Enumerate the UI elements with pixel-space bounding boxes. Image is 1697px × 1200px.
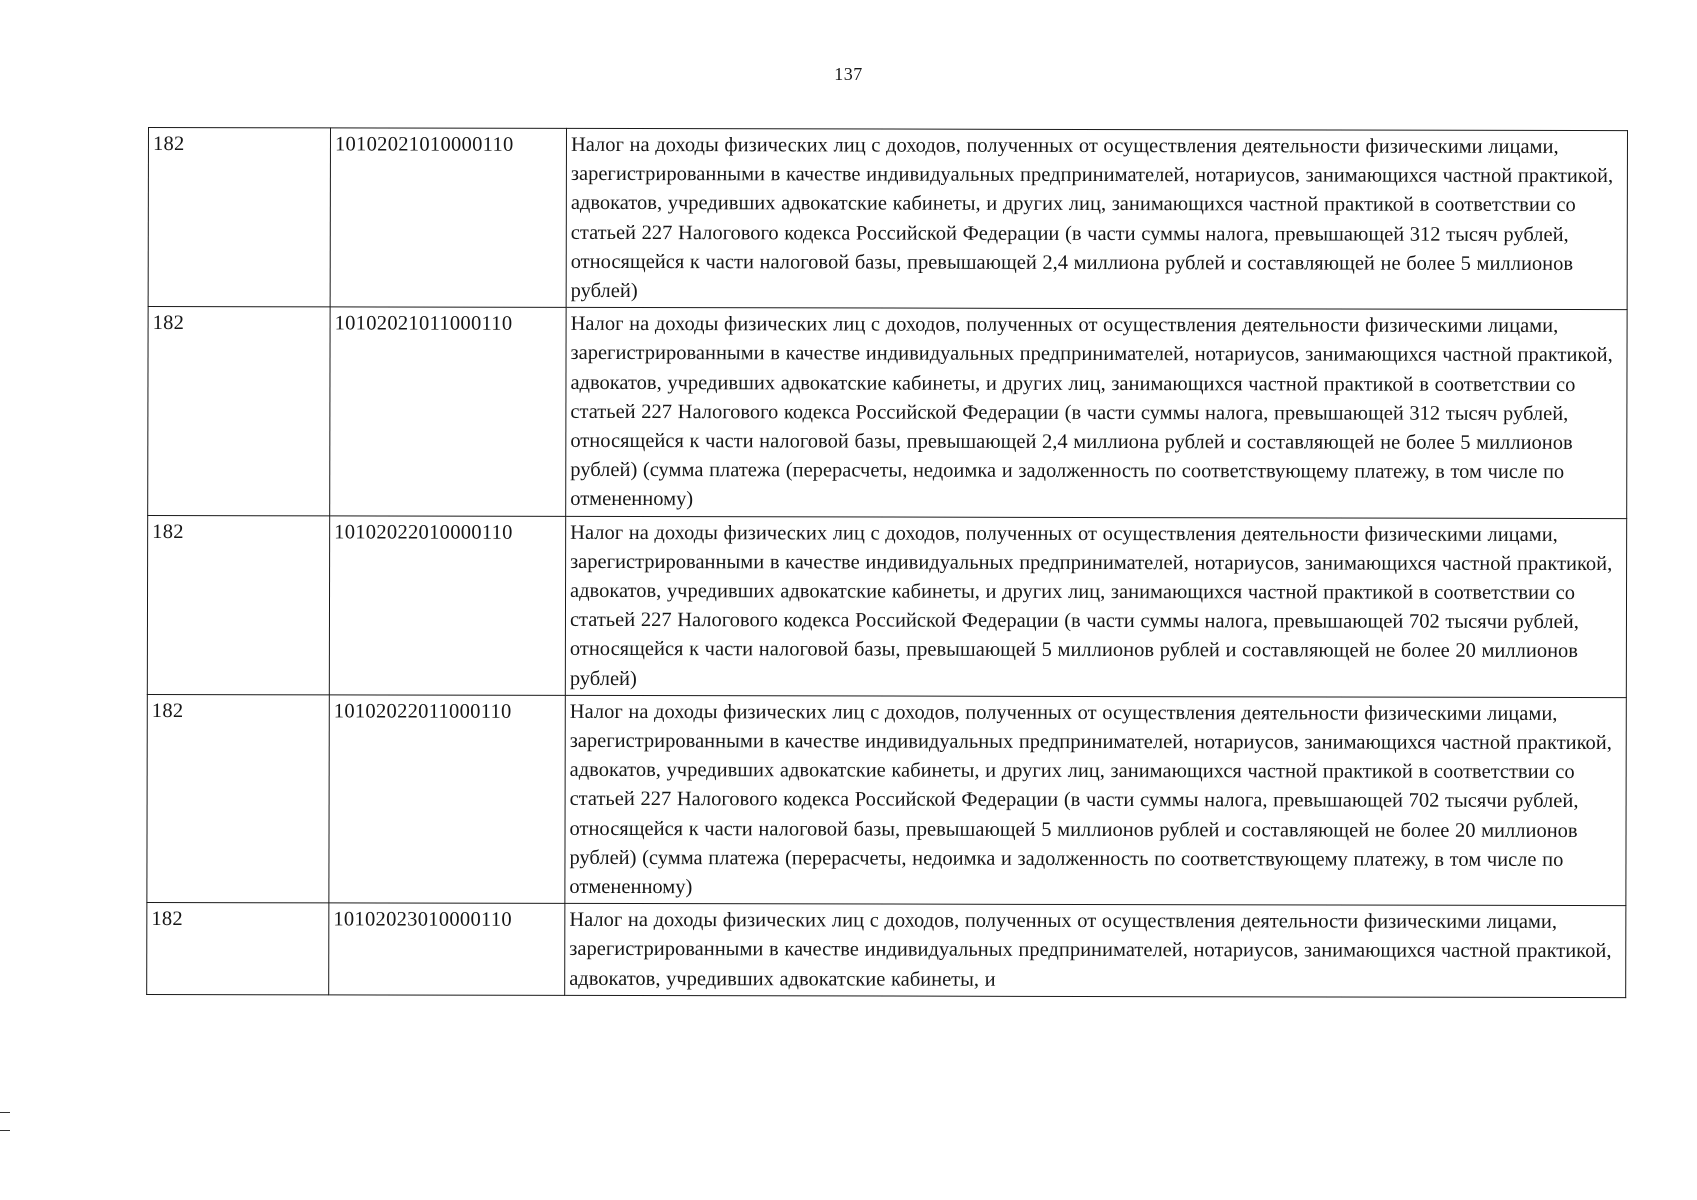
budget-classification-code-cell: 10102022011000110	[329, 695, 565, 904]
admin-code-cell: 182	[147, 515, 329, 695]
table-row	[147, 903, 1626, 998]
table-row	[148, 307, 1627, 519]
table-row	[148, 128, 1627, 310]
margin-tick-mark	[0, 1112, 10, 1113]
admin-code-cell: 182	[147, 694, 329, 903]
budget-classification-code-cell: 10102022010000110	[329, 516, 565, 696]
table-row	[147, 694, 1626, 906]
budget-code-table	[146, 127, 1628, 998]
revenue-name-cell: Налог на доходы физических лиц с доходов, полученных от осуществления деятельности физическими лицами, зарегистрированными в качестве индивидуальных предпринимателей, нотариусов, занимающихся частной практикой, адвокатов, учредивших адвокатские кабинеты, и других лиц, занимающихся частной практикой в соответствии со статьей 227 Налогового кодекса Российской Федерации (в части суммы налога, превышающей 312 тысяч рублей, относящейся к части налоговой базы, превышающей 2,4 миллиона рублей и составляющей не более 5 миллионов рублей)	[566, 128, 1627, 309]
margin-tick-mark	[0, 1130, 10, 1131]
admin-code-cell: 182	[148, 307, 330, 516]
admin-code-cell: 182	[147, 903, 329, 995]
revenue-name-cell: Налог на доходы физических лиц с доходов, полученных от осуществления деятельности физическими лицами, зарегистрированными в качестве индивидуальных предпринимателей, нотариусов, занимающихся частной практикой, адвокатов, учредивших адвокатские кабинеты, и других лиц, занимающихся частной практикой в соответствии со статьей 227 Налогового кодекса Российской Федерации (в части суммы налога, превышающей 702 тысячи рублей, относящейся к части налоговой базы, превышающей 5 миллионов рублей и составляющей не более 20 миллионов рублей) (сумма платежа (перерасчеты, недоимка и задолженность по соответствующему платежу, в том числе по отмененному)	[565, 695, 1626, 906]
budget-classification-code-cell: 10102023010000110	[329, 903, 565, 995]
admin-code-cell: 182	[148, 128, 330, 308]
revenue-name-cell	[565, 904, 1626, 998]
budget-classification-code-cell: 10102021011000110	[330, 307, 566, 516]
table-row	[147, 515, 1626, 697]
revenue-name-cell: Налог на доходы физических лиц с доходов, полученных от осуществления деятельности физическими лицами, зарегистрированными в качестве индивидуальных предпринимателей, нотариусов, занимающихся частной практикой, адвокатов, учредивших адвокатские кабинеты, и других лиц, занимающихся частной практикой в соответствии со статьей 227 Налогового кодекса Российской Федерации (в части суммы налога, превышающей 702 тысячи рублей, относящейся к части налоговой базы, превышающей 5 миллионов рублей и составляющей не более 20 миллионов рублей)	[565, 516, 1626, 697]
revenue-name-text: Налог на доходы физических лиц с доходов, полученных от осуществления деятельности физическими лицами, зарегистрированными в качестве индивидуальных предпринимателей, нотариусов, занимающихся частной практикой, адвокатов, учредивших адвокатские кабинеты, и	[569, 909, 1612, 991]
page-number: 137	[834, 64, 863, 84]
revenue-name-cell: Налог на доходы физических лиц с доходов, полученных от осуществления деятельности физическими лицами, зарегистрированными в качестве индивидуальных предпринимателей, нотариусов, занимающихся частной практикой, адвокатов, учредивших адвокатские кабинеты, и других лиц, занимающихся частной практикой в соответствии со статьей 227 Налогового кодекса Российской Федерации (в части суммы налога, превышающей 312 тысяч рублей, относящейся к части налоговой базы, превышающей 2,4 миллиона рублей и составляющей не более 5 миллионов рублей) (сумма платежа (перерасчеты, недоимка и задолженность по соответствующему платежу, в том числе по отмененному)	[566, 308, 1627, 519]
budget-classification-code-cell: 10102021010000110	[330, 128, 566, 308]
